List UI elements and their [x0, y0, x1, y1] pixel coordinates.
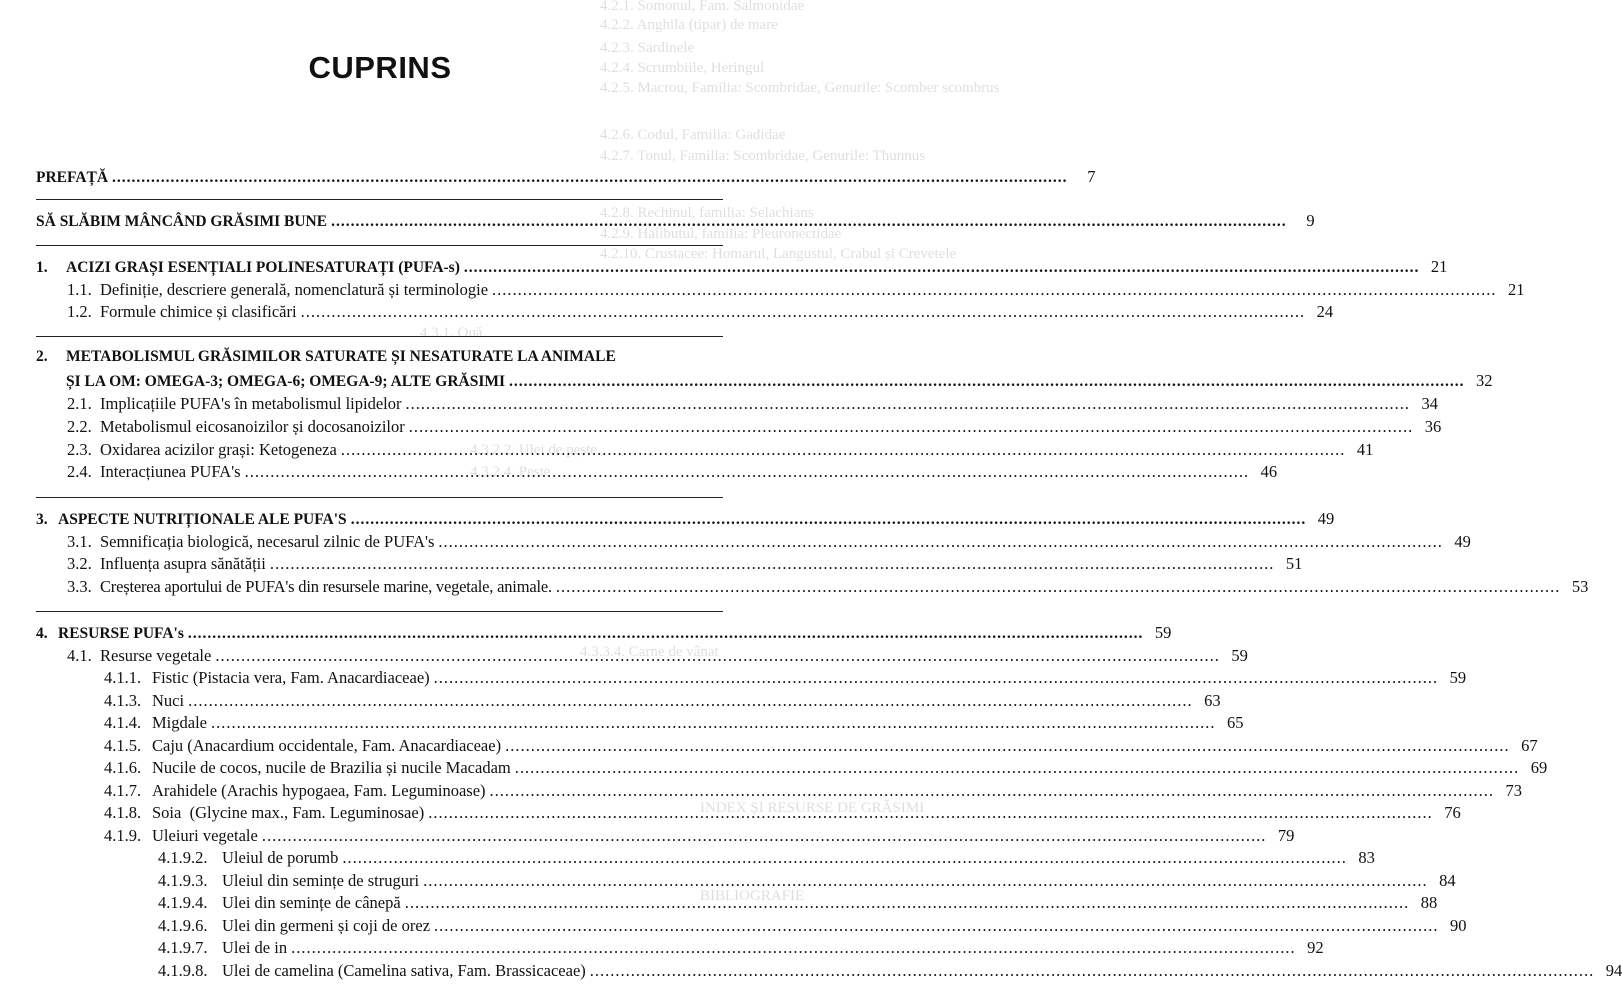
entry-number: 4.1.9.6.: [158, 916, 208, 935]
ghost-line: 4.2.1. Somonul, Fam. Salmonidae: [600, 0, 805, 14]
toc-chapter-2-heading: [36, 346, 723, 368]
entry-title: Ulei de camelina (Camelina sativa, Fam. Brassicaceae): [222, 961, 586, 980]
page-number: 79: [1277, 826, 1295, 845]
entry-number: 1.: [36, 259, 48, 276]
entry-title: PREFAȚĂ: [36, 169, 109, 186]
dot-leader: [262, 825, 1267, 847]
page-number: 36: [1424, 417, 1442, 436]
toc-section: [67, 279, 1525, 301]
dot-leader: [112, 167, 1068, 189]
section-divider: [36, 336, 723, 337]
dot-leader: [505, 735, 1510, 757]
page-number: 83: [1358, 848, 1375, 867]
entry-number: 4.1.: [67, 646, 92, 665]
dot-leader: [188, 690, 1193, 712]
entry-title: Uleiul de porumb: [222, 848, 339, 867]
page-title: CUPRINS: [308, 50, 452, 85]
toc-section: [67, 301, 1334, 323]
dot-leader: [409, 416, 1414, 438]
ghost-line: 4.2.6. Codul, Familia: Gadidae: [600, 127, 786, 143]
page-number: 21: [1430, 257, 1448, 276]
entry-number: 4.1.9.3.: [158, 871, 208, 890]
toc-section: [67, 416, 1442, 438]
toc-subsubsection: [158, 937, 1324, 959]
page-number: 73: [1505, 781, 1523, 800]
toc-chapter-4: [36, 622, 1172, 644]
dot-leader: [351, 509, 1307, 531]
page-number: 69: [1530, 758, 1548, 777]
entry-number: 4.1.4.: [104, 713, 142, 732]
page-number: 49: [1454, 532, 1471, 551]
dot-leader: [188, 623, 1144, 645]
dot-leader: [245, 461, 1250, 483]
page-number: 7: [1087, 167, 1096, 186]
page-number: 24: [1316, 302, 1334, 321]
toc-section: [67, 645, 1248, 667]
dot-leader: [331, 211, 1287, 233]
section-divider: [36, 245, 723, 246]
entry-title: ACIZI GRAȘI ESENȚIALI POLINESATURAȚI (PUFA-s): [66, 259, 460, 276]
entry-number: 2.1.: [67, 394, 92, 413]
toc-subsection: [104, 667, 1467, 689]
dot-leader: [423, 870, 1428, 892]
dot-leader: [492, 279, 1497, 301]
toc-section: [67, 553, 1303, 575]
section-divider: [36, 199, 723, 200]
entry-number: 3.2.: [67, 554, 92, 573]
dot-leader: [342, 847, 1347, 869]
page-number: 94: [1605, 961, 1622, 980]
ghost-line: 4.2.8. Rechinul, familia: Selachians: [600, 205, 814, 221]
dot-leader: [509, 371, 1465, 393]
dot-leader: [434, 915, 1439, 937]
entry-title: Ulei din semințe de cânepă: [222, 893, 401, 912]
entry-title: Ulei din germeni și coji de orez: [222, 916, 431, 935]
dot-leader: [556, 576, 1561, 598]
entry-number: 4.1.6.: [104, 758, 142, 777]
toc-chapter-1: [36, 256, 1448, 278]
toc-section: [67, 393, 1438, 415]
entry-title: Ulei de in: [222, 938, 288, 957]
entry-title: ȘI LA OM: OMEGA-3; OMEGA-6; OMEGA-9; ALTE GRĂSIMI: [66, 373, 506, 390]
entry-number: 2.2.: [67, 417, 92, 436]
ghost-line: 4.2.3. Sardinele: [600, 40, 695, 56]
dot-leader: [428, 802, 1433, 824]
page-number: 67: [1521, 736, 1538, 755]
entry-title: Uleiuri vegetale: [152, 826, 258, 845]
toc-section: [67, 531, 1471, 553]
ghost-line: 4.2.4. Scrumbiile, Heringul: [600, 60, 765, 76]
toc-subsubsection: [158, 915, 1467, 937]
entry-number: 4.1.8.: [104, 803, 142, 822]
toc-section: [67, 576, 1589, 598]
page-number: 63: [1204, 691, 1221, 710]
dot-leader: [515, 757, 1520, 779]
entry-number: 4.1.7.: [104, 781, 142, 800]
entry-title: Formule chimice și clasificări: [100, 302, 297, 321]
page-number: 46: [1260, 462, 1278, 481]
entry-title: Nuci: [152, 691, 185, 710]
toc-entry-prefata: [36, 166, 1096, 188]
dot-leader: [464, 257, 1420, 279]
dot-leader: [405, 393, 1410, 415]
toc-subsection: [104, 780, 1523, 802]
entry-number: 3.: [36, 511, 48, 528]
toc-chapter-2: [66, 370, 1493, 392]
entry-number: 4.: [36, 625, 48, 642]
ghost-line: 4.3.2.4. Peste: [470, 464, 551, 480]
entry-title: Uleiul din semințe de struguri: [222, 871, 420, 890]
page-number: 84: [1439, 871, 1456, 890]
page-number: 32: [1476, 371, 1493, 390]
entry-number: 2.: [36, 348, 48, 365]
entry-number: 4.1.9.8.: [158, 961, 208, 980]
entry-title: Oxidarea acizilor grași: Ketogeneza: [100, 440, 337, 459]
dot-leader: [490, 780, 1495, 802]
entry-title: Influența asupra sănătății: [100, 554, 266, 573]
page-number: 41: [1356, 440, 1374, 459]
dot-leader: [434, 667, 1439, 689]
dot-leader: [291, 937, 1296, 959]
entry-title: Resurse vegetale: [100, 646, 212, 665]
dot-leader: [438, 531, 1443, 553]
page-number: 51: [1285, 554, 1303, 573]
entry-title: METABOLISMUL GRĂSIMILOR SATURATE ȘI NESATURATE LA ANIMALE: [66, 348, 616, 365]
toc-subsection: [104, 712, 1244, 734]
ghost-line: 4.2.7. Tonul, Familia: Scombridae, Genurile: Thunnus: [600, 148, 926, 164]
page-number: 9: [1306, 211, 1315, 230]
entry-number: 1.1.: [67, 280, 92, 299]
entry-number: 4.1.9.2.: [158, 848, 208, 867]
toc-section: [67, 439, 1374, 461]
toc-subsubsection: [158, 847, 1375, 869]
entry-title: Metabolismul eicosanoizilor și docosanoizilor: [100, 417, 405, 436]
page-number: 34: [1421, 394, 1438, 413]
ghost-line: 4.3.1. Ouă: [420, 325, 483, 341]
entry-title: Soia (Glycine max., Fam. Leguminosae): [152, 803, 425, 822]
page-number: 92: [1307, 938, 1324, 957]
entry-title: RESURSE PUFA's: [58, 625, 184, 642]
ghost-line: BIBLIOGRAFIE: [700, 888, 805, 904]
dot-leader: [341, 439, 1346, 461]
entry-title: Semnificația biologică, necesarul zilnic de PUFA's: [100, 532, 435, 551]
page-number: 90: [1450, 916, 1467, 935]
toc-subsection: [104, 757, 1548, 779]
entry-title: Interacțiunea PUFA's: [100, 462, 241, 481]
page-number: 65: [1227, 713, 1244, 732]
dot-leader: [211, 712, 1216, 734]
page-number: 59: [1154, 623, 1172, 642]
toc-section: [67, 461, 1278, 483]
section-divider: [36, 611, 723, 612]
ghost-line: 4.2.9. Halibutul, familia: Pleuronectidae: [600, 226, 842, 242]
ghost-line: 4.3.2.2. Ulei de pește: [470, 442, 598, 458]
entry-number: 4.1.5.: [104, 736, 142, 755]
entry-title: Nucile de cocos, nucile de Brazilia și nucile Macadam: [152, 758, 511, 777]
toc-subsection: [104, 825, 1295, 847]
page-number: 59: [1449, 668, 1467, 687]
entry-number: 4.1.9.: [104, 826, 142, 845]
entry-title: Fistic (Pistacia vera, Fam. Anacardiaceae): [152, 668, 430, 687]
ghost-line: 4.2.2. Anghila (tipar) de mare: [600, 17, 778, 33]
toc-subsubsection: [158, 960, 1622, 982]
ghost-line: INDEX ȘI RESURSE DE GRĂSIMI: [700, 800, 925, 816]
dot-leader: [270, 553, 1275, 575]
entry-title: ASPECTE NUTRIȚIONALE ALE PUFA'S: [58, 511, 347, 528]
toc-subsubsection: [158, 870, 1456, 892]
entry-title: Definiție, descriere generală, nomenclatură și terminologie: [100, 280, 489, 299]
page-number: 21: [1508, 280, 1525, 299]
dot-leader: [590, 960, 1595, 982]
entry-number: 3.1.: [67, 532, 92, 551]
page-number: 59: [1231, 646, 1248, 665]
entry-number: 4.1.3.: [104, 691, 142, 710]
entry-number: 4.1.1.: [104, 668, 142, 687]
entry-number: 2.3.: [67, 440, 92, 459]
dot-leader: [215, 645, 1220, 667]
entry-title: SĂ SLĂBIM MÂNCÂND GRĂSIMI BUNE: [36, 213, 328, 230]
page-number: 49: [1317, 509, 1335, 528]
entry-title: Caju (Anacardium occidentale, Fam. Anacardiaceae): [152, 736, 502, 755]
dot-leader: [301, 301, 1306, 323]
page-number: 76: [1444, 803, 1461, 822]
entry-title: Implicațiile PUFA's în metabolismul lipidelor: [100, 394, 402, 413]
page-number: 88: [1420, 893, 1438, 912]
toc-chapter-3: [36, 508, 1335, 530]
entry-number: 4.1.9.7.: [158, 938, 208, 957]
dot-leader: [405, 892, 1410, 914]
entry-number: 2.4.: [67, 462, 92, 481]
entry-title: Migdale: [152, 713, 207, 732]
section-divider: [36, 497, 723, 498]
toc-subsection: [104, 690, 1221, 712]
toc-subsection: [104, 735, 1538, 757]
entry-number: 3.3.: [67, 577, 92, 596]
ghost-line: 4.3.3.4. Carne de vânat: [580, 644, 719, 660]
entry-title: Arahidele (Arachis hypogaea, Fam. Leguminoase): [152, 781, 486, 800]
ghost-line: 4.2.5. Macrou, Familia: Scombridae, Genurile: Scomber scombrus: [600, 80, 1000, 96]
ghost-line: 4.2.10. Crustacee: Homarul, Langustul, Crabul și Crevetele: [600, 246, 957, 262]
entry-number: 1.2.: [67, 302, 92, 321]
page-number: 53: [1571, 577, 1589, 596]
entry-title: Creșterea aportului de PUFA's din resursele marine, vegetale, animale.: [100, 577, 552, 596]
entry-number: 4.1.9.4.: [158, 893, 208, 912]
